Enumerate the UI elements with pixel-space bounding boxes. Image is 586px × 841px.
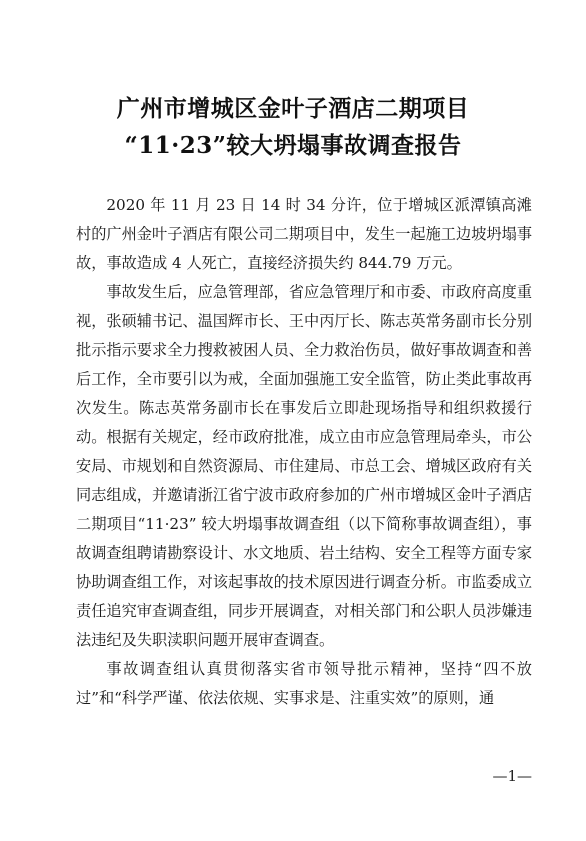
report-body xyxy=(76,191,532,713)
paragraph-incident-summary: 2020 年 11 月 23 日 14 时 34 分许，位于增城区派潭镇高滩村的广州金叶子酒店有限公司二期项目中，发生一起施工边坡坍塌事故，事故造成 4 人死亡，直接经济损失约 844.79 万元。 xyxy=(76,196,532,272)
paragraph-investigation: 事故调查组认真贯彻落实省市领导批示精神，坚持“四不放过”和“科学严谨、依法依规、实事求是、注重实效”的原则，通 xyxy=(76,660,532,707)
paragraph-response: 事故发生后，应急管理部，省应急管理厅和市委、市政府高度重视，张硕辅书记、温国辉市长、王中丙厅长、陈志英常务副市长分别批示指示要求全力搜救被困人员、全力救治伤员，做好事故调查和善后工作，全市要引以为戒，全面加强施工安全监管，防止类此事故再次发生。陈志英常务副市长在事发后立即赴现场指导和组织救援行动。根据有关规定，经市政府批准，成立由市应急管理局牵头，市公安局、市规划和自然资源局、市住建局、市总工会、增城区政府有关同志组成，并邀请浙江省宁波市政府参加的广州市增城区金叶子酒店二期项目“11·23” 较大坍塌事故调查组（以下简称事故调查组），事故调查组聘请勘察设计、水文地质、岩土结构、安全工程等方面专家协助调查组工作，对该起事故的技术原因进行调查分析。市监委成立责任追究审查调查组，同步开展调查，对相关部门和公职人员涉嫌违法违纪及失职渎职问题开展审查调查。 xyxy=(76,283,532,649)
report-title-line-2: “11·23”较大坍塌事故调查报告 xyxy=(124,132,462,159)
page-number: —1— xyxy=(492,767,532,785)
report-title-line-1: 广州市增城区金叶子酒店二期项目 xyxy=(116,95,470,122)
